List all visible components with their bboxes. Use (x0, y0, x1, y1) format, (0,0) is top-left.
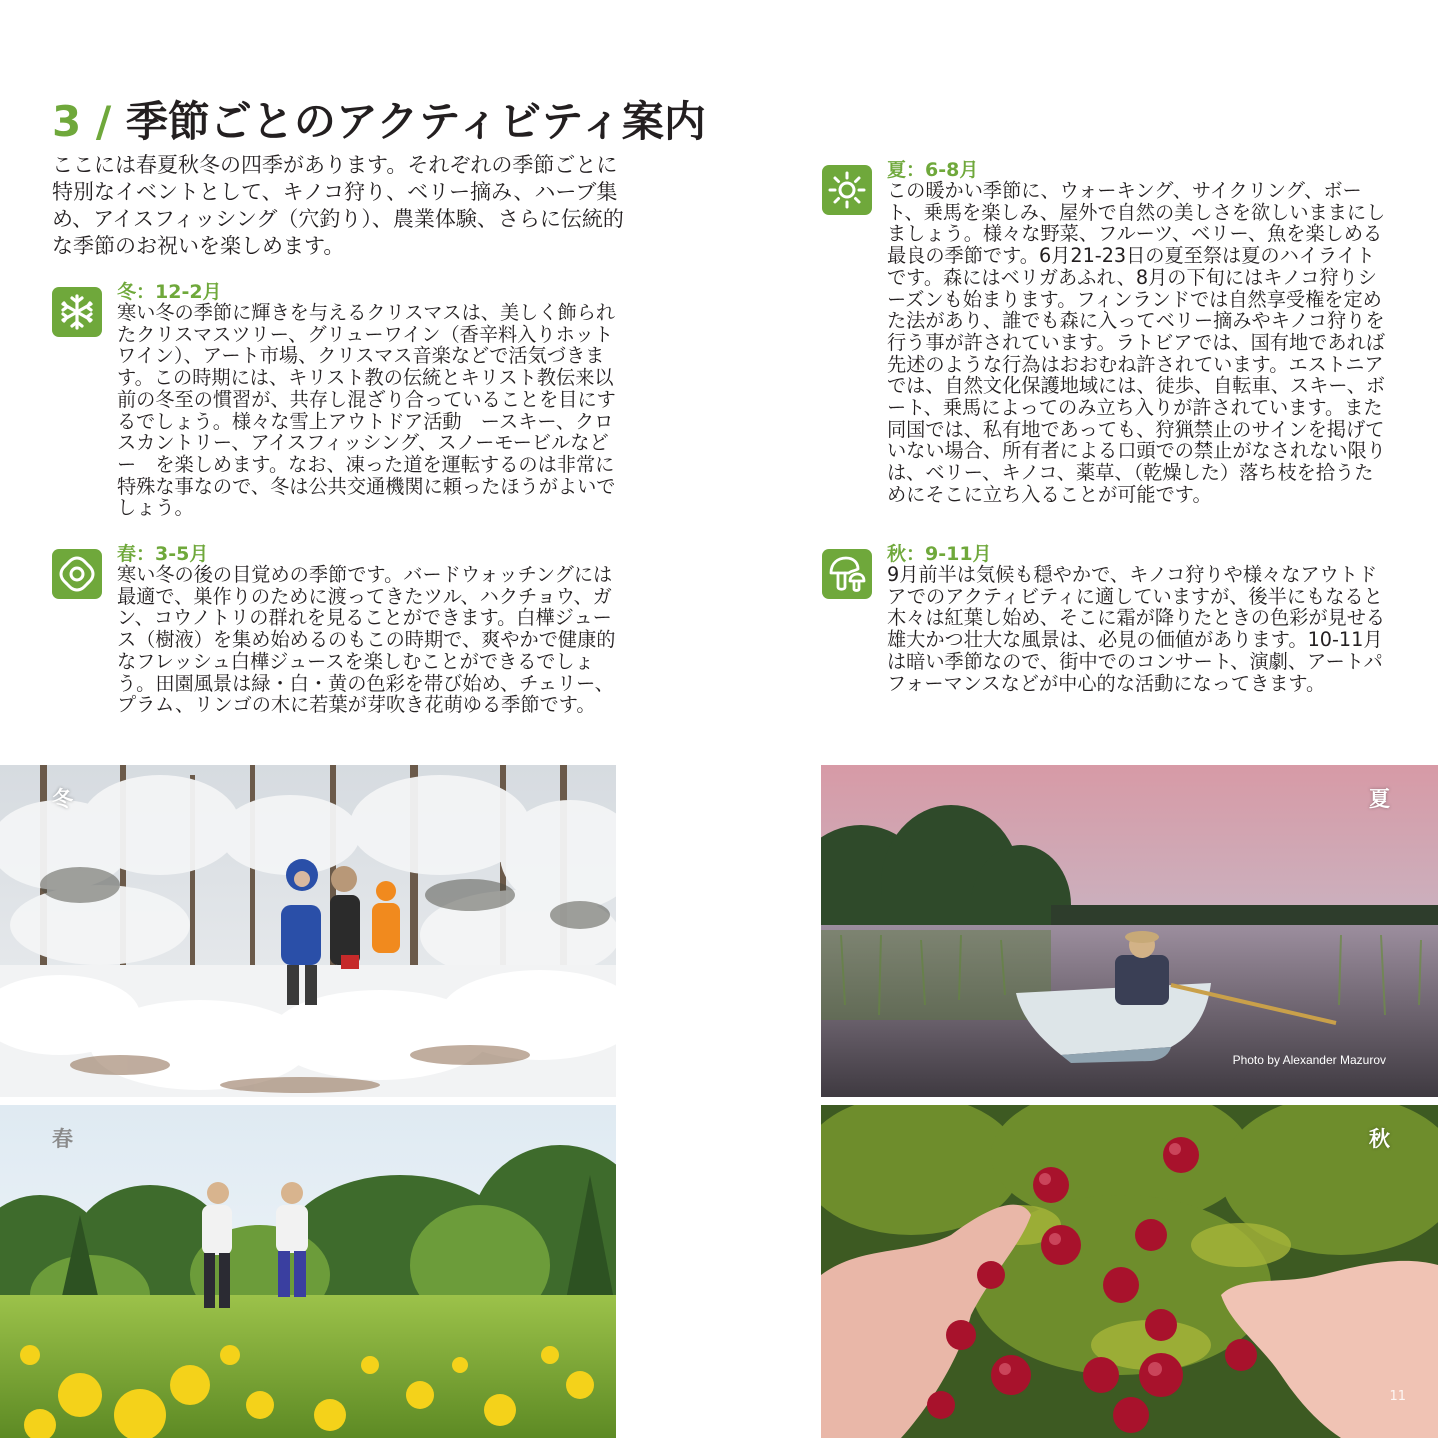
autumn-photo (821, 1105, 1438, 1438)
spring-title: 春：3-5月 (117, 543, 209, 565)
winter-photo-label: 冬 (52, 787, 73, 811)
summer-photo (821, 765, 1438, 1097)
flower-icon (52, 549, 102, 599)
winter-photo (0, 765, 616, 1097)
spring-photo (0, 1105, 616, 1438)
summer-text: この暖かい季節に、ウォーキング、サイクリング、ボート、乗馬を楽しみ、屋外で自然の美しさを欲しいままにしましょう。様々な野菜、フルーツ、ベリー、魚を楽しめる最良の季節です。6月21-23日の夏至祭は夏のハイライトです。森にはベリガあふれ、8月の下旬にはキノコ狩りシーズンも始まります。フィンランドでは自然享受権を定めた法があり、誰でも森に入ってベリー摘みやキノコ狩りを行う事が許されています。ラトビアでは、国有地であれば先述のような行為はおおむね許されています。エストニアでは、自然文化保護地域には、徒歩、自転車、スキー、ボート、乗馬によってのみ立ち入りが許されています。また同国では、私有地であっても、狩猟禁止のサインを掲げていない場合、所有者による口頭での禁止がなされない限りは、ベリー、キノコ、薬草、（乾燥した）落ち枝を拾うためにそこに立ち入ることが可能です。 (887, 179, 1386, 506)
page-title (52, 94, 706, 150)
section-title: 季節ごとのアクティビティ案内 (125, 97, 706, 146)
mushroom-icon (822, 549, 872, 599)
page-number: 11 (1389, 1389, 1406, 1404)
winter-title: 冬：12-2月 (117, 281, 222, 303)
section-number: 3 / (52, 97, 112, 146)
autumn-title: 秋：9-11月 (887, 543, 992, 565)
summer-photo-label: 夏 (1369, 787, 1390, 811)
winter-text: 寒い冬の季節に輝きを与えるクリスマスは、美しく飾られたクリスマスツリー、グリューワイン（香辛料入りホットワイン）、アート市場、クリスマス音楽などで活気づきます。この時期には、キリスト教の伝統とキリスト教伝来以前の冬至の慣習が、共存し混ざり合っていることを目にするでしょう。様々な雪上アウトドア活動 ースキー、クロスカントリー、アイスフィッシング、スノーモービルなどー を楽しめます。なお、凍った道を運転するのは非常に特殊な事なので、冬は公共交通機関に頼ったほうがよいでしょう。 (117, 301, 616, 520)
spring-photo-label: 春 (52, 1127, 73, 1151)
autumn-photo-label: 秋 (1369, 1127, 1390, 1151)
summer-title: 夏：6-8月 (887, 159, 979, 181)
spring-text: 寒い冬の後の目覚めの季節です。バードウォッチングには最適で、巣作りのために渡ってきたツル、ハクチョウ、ガン、コウノトリの群れを見ることができます。白樺ジュース（樹液）を集め始めるのもこの時期で、爽やかで健康的なフレッシュ白樺ジュースを楽しむことができるでしょう。田園風景は緑・白・黄の色彩を帯び始め、チェリー、プラム、リンゴの木に若葉が芽吹き花萌ゆる季節です。 (117, 563, 616, 717)
snowflake-icon (52, 287, 102, 337)
autumn-text: 9月前半は気候も穏やかで、キノコ狩りや様々なアウトドアでのアクティビティに適していますが、後半にもなると木々は紅葉し始め、そこに霜が降りたときの色彩が見せる雄大かつ壮大な風景は、必見の価値があります。10-11月は暗い季節なので、街中でのコンサート、演劇、アートパフォーマンスなどが中心的な活動になってきます。 (887, 563, 1386, 695)
intro-paragraph: ここには春夏秋冬の四季があります。それぞれの季節ごとに特別なイベントとして、キノコ狩り、ベリー摘み、ハーブ集め、アイスフィッシング（穴釣り）、農業体験、さらに伝統的な季節のお祝いを楽しめます。 (52, 153, 624, 258)
photo-credit: Photo by Alexander Mazurov (1232, 1053, 1386, 1067)
sun-icon (822, 165, 872, 215)
